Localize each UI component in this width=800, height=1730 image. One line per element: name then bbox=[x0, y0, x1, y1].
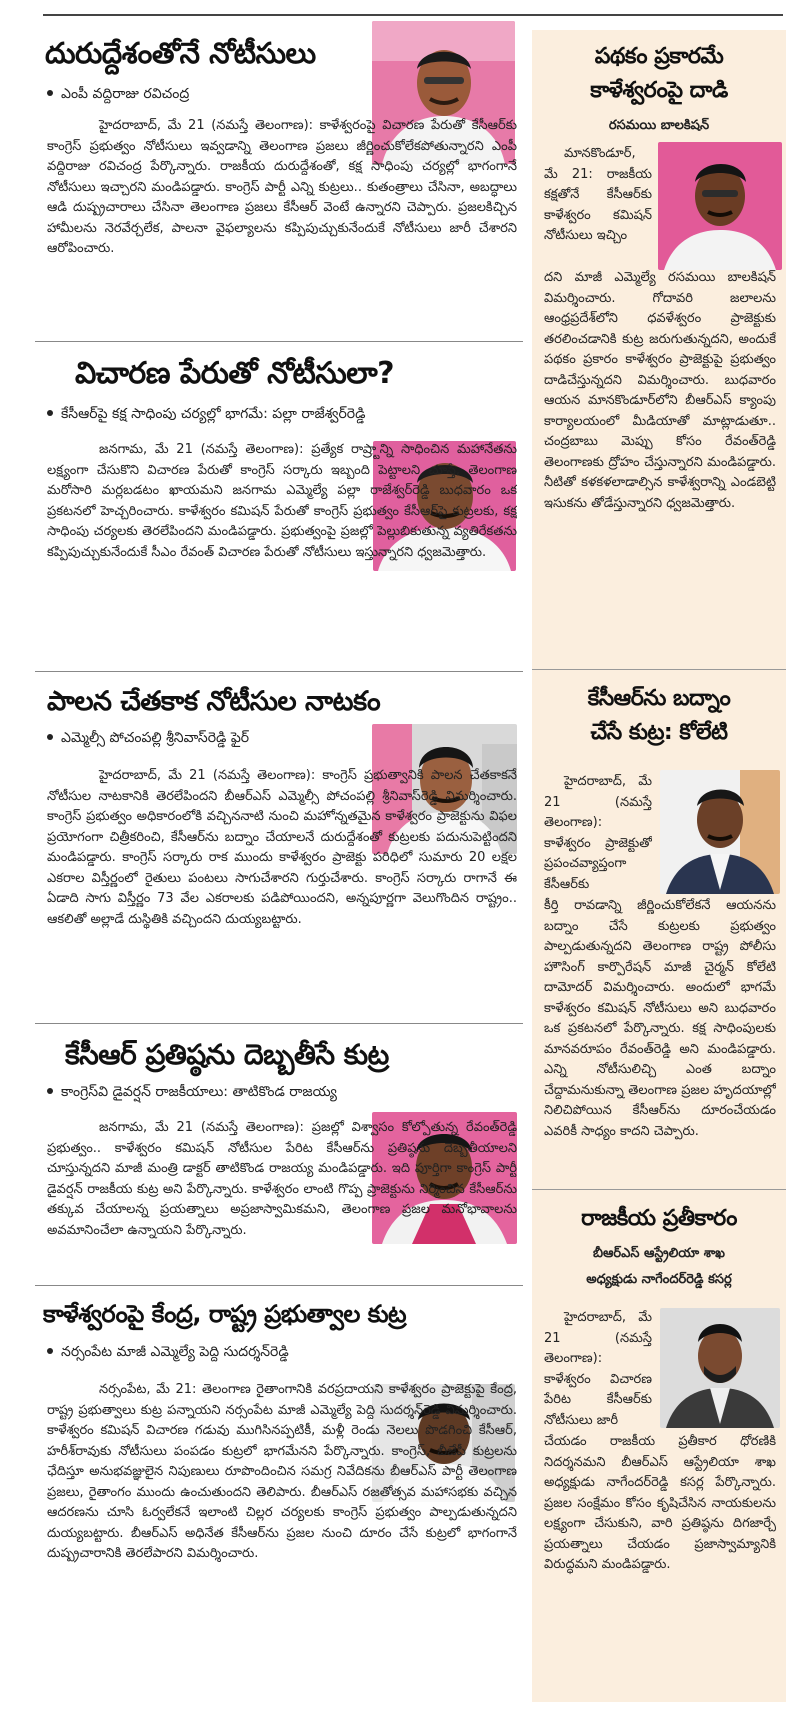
story-body: హైదరాబాద్‌, మే 21 (నమస్తే తెలంగాణ): కాంగ్రెస్‌ ప్రభుత్వానికి పాలన చేతకాకనే నోటీసుల నాటకానికి తెరలేపిందని బీఆర్‌ఎస్‌ ఎమ్మెల్సీ పోచంపల్లి శ్రీనివాస్‌రెడ్డి విమర్శించారు. కాంగ్రెస్‌ ప్రభుత్వం అధికారంలోకి వచ్చిననాటి నుంచి మహోన్నతమైన కాళేశ్వరం ప్రాజెక్టును విఫల ప్రయోగంగా చిత్రీకరించి, కేసీఆర్‌ను బద్నాం చేయాలనే దురుద్దేశంతో కుట్రలకు పదునుపెట్టిందని మండిపడ్డారు. కాంగ్రెస్‌ సర్కారు రాక ముందు కాళేశ్వరం ప్రాజెక్టు పరిధిలో సుమారు 20 లక్షల ఎకరాల విస్తీర్ణంలో రైతులు పంటలు సాగుచేశారని గుర్తుచేశారు. కాంగ్రెస్‌ సర్కారు రాగానే ఈ ఏడాది సాగు విస్తీర్ణం 73 వేల ఎకరాలకు పడిపోయిందని, అన్నపూర్ణగా వెలుగొందిన రాష్ట్రం.. ఆకలితో అల్లాడే దుస్థితికి వచ్చిందని దుయ్యబట్టారు. bbox=[47, 768, 517, 927]
kicker-text: కాంగ్రెస్‌వి డైవర్షన్‌ రాజకీయాలు: తాటికొండ రాజయ్య bbox=[61, 1084, 337, 1100]
story-sudarshan bbox=[35, 1286, 523, 1706]
story-body-narrow: హైదరాబాద్‌, మే 21 (నమస్తే తెలంగాణ): కాళేశ్వరం ప్రాజెక్టుతో ప్రపంచవ్యాప్తంగా కేసీఆర్‌కు bbox=[544, 774, 652, 892]
side-column bbox=[532, 30, 786, 1702]
story-pochampally bbox=[35, 672, 523, 1024]
bullet-icon bbox=[47, 1088, 53, 1094]
headline-line-2: చేసే కుట్ర: కోలేటి bbox=[590, 720, 728, 745]
headline-line-1: కేసీఆర్‌ను బద్నాం bbox=[587, 686, 731, 711]
story-body-wide: దని మాజీ ఎమ్మెల్యే రసమయి బాలకిషన్‌ విమర్శించారు. గోదావరి జలాలను ఆంధ్రప్రదేశ్‌లోని ధవళేశ్వరం ప్రాజెక్టుకు తరలించడానికి కుట్ర జరుగుతున్నదని, అందుకే పథకం ప్రకారం కాళేశ్వరం ప్రాజెక్టుపై ప్రభుత్వం దాడిచేస్తున్నదని విమర్శించారు. బుధవారం ఆయన మానకొండూర్‌లోని బీఆర్‌ఎస్‌ క్యాంపు కార్యాలయంలో మీడియాతో మాట్లాడుతూ.. చంద్రబాబు మెప్పు కోసం రేవంత్‌రెడ్డి తెలంగాణకు ద్రోహం చేస్తున్నారని మండిపడ్డారు. నీటితో కళకళలాడాల్సిన కాళేశ్వరాన్ని ఎండబెట్టి ఇసుకను తోడేస్తున్నారని ధ్వజమెత్తారు. bbox=[544, 270, 776, 511]
portrait-photo bbox=[660, 1308, 780, 1428]
kicker bbox=[47, 730, 367, 749]
kicker bbox=[47, 1344, 447, 1363]
kicker bbox=[47, 406, 517, 425]
main-column bbox=[35, 16, 523, 1706]
sub-headline-line-2: అధ్యక్షుడు నాగేందర్‌రెడ్డి కసర్ల bbox=[586, 1272, 732, 1287]
story-palla bbox=[35, 342, 523, 672]
portrait-photo bbox=[658, 142, 782, 270]
byline: రసమయి బాలకిషన్‌ bbox=[608, 118, 710, 133]
sub-headline-line-1: బీఆర్‌ఎస్‌ ఆస్ట్రేలియా శాఖ bbox=[593, 1246, 725, 1261]
story-body-wide: చేయడం రాజకీయ ప్రతీకార ధోరణికి నిదర్శనమని బీఆర్‌ఎస్‌ ఆస్ట్రేలియా శాఖ అధ్యక్షుడు నాగేందర్‌రెడ్డి కసర్ల పేర్కొన్నారు. ప్రజల సంక్షేమం కోసం కృషిచేసిన నాయకులను లక్ష్యంగా చేసుకుని, వారి ప్రతిష్ఠను దిగజార్చే ప్రయత్నాలు చేయడం ప్రజాస్వామ్యానికి విరుద్ధమని మండిపడ్డారు. bbox=[544, 1434, 776, 1572]
headline: కాళేశ్వరంపై కేంద్ర, రాష్ట్ర ప్రభుత్వాల కుట్ర bbox=[43, 1300, 407, 1328]
kicker-text: కేసీఆర్‌పై కక్ష సాధింపు చర్యల్లో భాగమే: పల్లా రాజేశ్వర్‌రెడ్డి bbox=[61, 406, 366, 422]
story-body: హైదరాబాద్‌, మే 21 (నమస్తే తెలంగాణ): కాళేశ్వరంపై విచారణ పేరుతో కేసీఆర్‌కు కాంగ్రెస్‌ ప్రభుత్వం నోటీసులు ఇవ్వడాన్ని తెలంగాణ ప్రజలు జీర్ణించుకోలేకపోతున్నారని ఎంపీ వద్దిరాజు రవిచంద్ర పేర్కొన్నారు. రాజకీయ దురుద్దేశంతో, కక్ష సాధింపు చర్యల్లో భాగంగానే నోటీసులు ఇచ్చారని మండిపడ్డారు. కాంగ్రెస్‌ పార్టీ ఎన్ని కుట్రలు.. కుతంత్రాలు చేసినా, అబద్ధాలు ఆడి దుష్ప్రచారాలు చేసినా తెలంగాణ ప్రజలు కేసీఆర్‌ వెంటే ఉన్నారని చెప్పారు. ప్రజలకిచ్చిన హామీలను నెరవేర్చలేక, పాలనా వైఫల్యాలను కప్పిపుచ్చుకునేందుకే నోటీసులు జారీ చేశారని ఆరోపించారు. bbox=[47, 118, 517, 256]
kicker-text: నర్సంపేట మాజీ ఎమ్మెల్యే పెద్ది సుదర్శన్‌రెడ్డి bbox=[61, 1344, 289, 1360]
story-body: నర్సంపేట, మే 21: తెలంగాణ రైతాంగానికి వరప్రదాయని కాళేశ్వరం ప్రాజెక్టుపై కేంద్ర, రాష్ట్ర ప్రభుత్వాలు కుట్ర పన్నాయని నర్సంపేట మాజీ ఎమ్మెల్యే పెద్ది సుదర్శన్‌రెడ్డి విమర్శించారు. కాళేశ్వరం కమిషన్‌ విచారణ గడువు ముగిసినప్పటికీ, మళ్లీ రెండు నెలలు పొడగించి కేసీఆర్‌, హరీశ్‌రావుకు నోటీసులు పంపడం కుట్రలో భాగమేనని పేర్కొన్నారు. కాంగ్రెస్‌, బీజేపీ కుట్రలను ఛేదిస్తూ అనుభవజ్ఞులైన నిపుణులు రూపొందించిన సమగ్ర నివేదికను బీఆర్‌ఎస్‌ పార్టీ తెలంగాణ ప్రజలు, రైతాంగం ముందు ఉంచుతుందని తెలిపారు. బీఆర్‌ఎస్‌ రజతోత్సవ మహాసభకు వచ్చిన ఆదరణను చూసి ఓర్వలేకనే ఇలాంటి చిల్లర చర్యలకు కాంగ్రెస్‌ ప్రభుత్వం పాల్పడుతున్నదని దుయ్యబట్టారు. బీఆర్‌ఎస్‌ అధినేత కేసీఆర్‌ను ప్రజల నుంచి దూరం చేసే కుట్రలో భాగంగానే దుష్ప్రచారానికి తెరలేపారని విమర్శించారు. bbox=[47, 1382, 517, 1561]
story-body-narrow: మానకొండూర్‌, మే 21: రాజకీయ కక్షతోనే కేసీఆర్‌కు కాళేశ్వరం కమిషన్‌ నోటీసులు ఇచ్చిం bbox=[544, 146, 652, 243]
story-body: జనగామ, మే 21 (నమస్తే తెలంగాణ): ప్రత్యేక రాష్ర్టాన్ని సాధించిన మహానేతను లక్ష్యంగా చేసుకొని విచారణ పేరుతో కాంగ్రెస్‌ సర్కారు ఇబ్బంది పెట్టాలని చూస్తే, తెలంగాణ మరోసారి మర్లబడటం ఖాయమని జనగామ ఎమ్మెల్యే పల్లా రాజేశ్వర్‌రెడ్డి బుధవారం ఒక ప్రకటనలో హెచ్చరించారు. కాళేశ్వరం కమిషన్‌ పేరుతో కాంగ్రెస్‌ ప్రభుత్వం కేసీఆర్‌పై కుట్రలకు, కక్ష సాధింపు చర్యలకు తెరలేపిందని మండిపడ్డారు. ప్రభుత్వంపై ప్రజల్లో పెల్లుబికుతున్న వ్యతిరేకతను కప్పిపుచ్చుకునేందుకే సీఎం రేవంత్‌ విచారణ పేరుతో నోటీసులు ఇస్తున్నారని ధ్వజమెత్తారు. bbox=[47, 442, 517, 560]
side-story-koleti bbox=[532, 672, 786, 1190]
side-story-kasarla bbox=[532, 1192, 786, 1702]
story-body-wide: కీర్తి రావడాన్ని జీర్ణించుకోలేకనే ఆయనను బద్నాం చేసే కుట్రలకు ప్రభుత్వం పాల్పడుతున్నదని తెలంగాణ రాష్ట్ర పోలీసు హౌసింగ్‌ కార్పొరేషన్‌ మాజీ చైర్మన్‌ కోలేటి దామోదర్‌ విమర్శించారు. అందులో భాగమే కాళేశ్వరం కమిషన్‌ నోటీసులు అని బుధవారం ఒక ప్రకటనలో పేర్కొన్నారు. కక్ష సాధింపులకు మానవరూపం రేవంత్‌రెడ్డి అని మండిపడ్డారు. ఎన్ని నోటీసులిచ్చి ఎంత బద్నాం చేద్దామనుకున్నా తెలంగాణ ప్రజల హృదయాల్లో నిలిచిపోయిన కేసీఆర్‌ను దూరంచేయడం ఎవరికీ సాధ్యం కాదని చెప్పారు. bbox=[544, 898, 776, 1139]
photo-kasarla bbox=[660, 1308, 780, 1428]
story-body: జనగామ, మే 21 (నమస్తే తెలంగాణ): ప్రజల్లో విశ్వాసం కోల్పోతున్న రేవంత్‌రెడ్డి ప్రభుత్వం.. కాళేశ్వరం కమిషన్‌ నోటీసుల పేరిట కేసీఆర్‌ను ప్రతిష్ఠను దెబ్బతీయాలని చూస్తున్నదని మాజీ మంత్రి డాక్టర్‌ తాటికొండ రాజయ్య మండిపడ్డారు. ఇది పూర్తిగా కాంగ్రెస్‌ పార్టీ డైవర్షన్‌ రాజకీయ కుట్ర అని పేర్కొన్నారు. కాళేశ్వరం లాంటి గొప్ప ప్రాజెక్టును నిర్మించిన కేసీఆర్‌ను తక్కువ చేయాలన్న ప్రయత్నాలు అప్రజాస్వామికమని, తెలంగాణ ప్రజల మనోభావాలను అవమానించేలా ఉన్నాయని పేర్కొన్నారు. bbox=[47, 1120, 517, 1238]
headline: కేసీఆర్‌ ప్రతిష్ఠను దెబ్బతీసే కుట్ర bbox=[65, 1038, 389, 1071]
bullet-icon bbox=[47, 1348, 53, 1354]
headline: రాజకీయ ప్రతీకారం bbox=[581, 1206, 737, 1231]
headline: పాలన చేతకాక నోటీసుల నాటకం bbox=[47, 686, 381, 717]
bullet-icon bbox=[47, 90, 53, 96]
photo-koleti bbox=[660, 770, 780, 894]
side-story-rasamayi bbox=[532, 30, 786, 670]
story-vaddiraju bbox=[35, 16, 523, 342]
headline: విచారణ పేరుతో నోటీసులా? bbox=[75, 356, 395, 391]
kicker bbox=[47, 1084, 517, 1103]
bullet-icon bbox=[47, 734, 53, 740]
story-rajaiah bbox=[35, 1024, 523, 1286]
bullet-icon bbox=[47, 410, 53, 416]
kicker bbox=[47, 86, 347, 105]
headline-line-1: పథకం ప్రకారమే bbox=[594, 44, 724, 69]
photo-rasamayi bbox=[658, 142, 782, 270]
portrait-photo bbox=[660, 770, 780, 894]
kicker-text: ఎమ్మెల్సీ పోచంపల్లి శ్రీనివాస్‌రెడ్డి ఫైర్‌ bbox=[61, 730, 250, 746]
kicker-text: ఎంపీ వద్దిరాజు రవిచంద్ర bbox=[61, 86, 190, 102]
story-body-narrow: హైదరాబాద్‌, మే 21 (నమస్తే తెలంగాణ): కాళేశ్వరం విచారణ పేరిట కేసీఆర్‌కు నోటీసులు జారీ bbox=[544, 1310, 652, 1428]
headline: దురుద్దేశంతోనే నోటీసులు bbox=[45, 36, 316, 70]
headline-line-2: కాళేశ్వరంపై దాడి bbox=[590, 78, 728, 103]
